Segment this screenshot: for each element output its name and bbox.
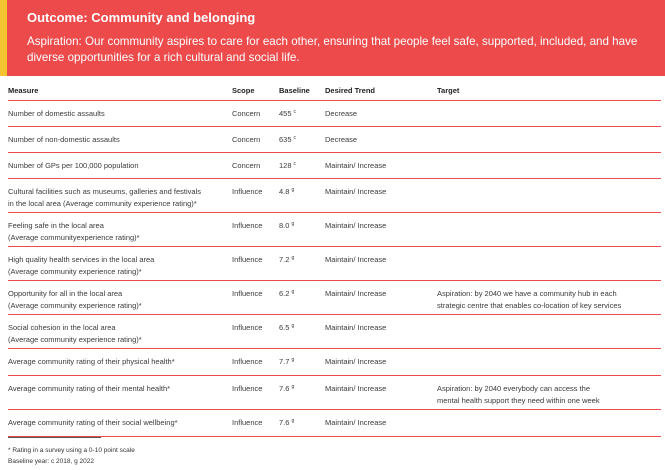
baseline-cell: 128 $^c$ xyxy=(279,153,325,179)
scope-cell: Influence xyxy=(232,179,279,213)
table-row xyxy=(8,281,661,315)
target-cell xyxy=(437,153,661,179)
scope-cell: Concern xyxy=(232,153,279,179)
measure-cell: Average community rating of their social wellbeing* xyxy=(8,410,232,437)
table-row xyxy=(8,179,661,213)
target-cell: Aspiration: by 2040 everybody can access the mental health support they need within one week xyxy=(437,376,661,410)
scope-cell: Influence xyxy=(232,281,279,315)
baseline-year-note: c xyxy=(293,160,297,167)
baseline-year-note: g xyxy=(291,288,295,295)
column-header-desired-trend: Desired Trend xyxy=(325,81,437,101)
trend-cell: Maintain/ Increase xyxy=(325,153,437,179)
trend-cell: Maintain/ Increase xyxy=(325,315,437,349)
trend-cell: Maintain/ Increase xyxy=(325,213,437,247)
scope-cell: Influence xyxy=(232,349,279,376)
table-row xyxy=(8,349,661,376)
measure-cell: Number of domestic assaults xyxy=(8,101,232,127)
table-header-row xyxy=(8,81,661,101)
baseline-year-note: g xyxy=(291,417,295,424)
target-cell xyxy=(437,349,661,376)
baseline-year-note: g xyxy=(291,254,295,261)
table-row xyxy=(8,376,661,410)
aspiration-text: Aspiration: Our community aspires to care for each other, ensuring that people feel safe, supported, included, and have diverse opportunities for a rich cultural and social life. xyxy=(27,35,638,64)
column-header-baseline: Baseline xyxy=(279,81,325,101)
measure-cell: Feeling safe in the local area (Average communityexperience rating)* xyxy=(8,213,232,247)
table-row xyxy=(8,127,661,153)
column-header-measure: Measure xyxy=(8,81,232,101)
scope-cell: Concern xyxy=(232,101,279,127)
trend-cell: Maintain/ Increase xyxy=(325,349,437,376)
baseline-cell: 7.2 $^g$ xyxy=(279,247,325,281)
table-row xyxy=(8,153,661,179)
table-row xyxy=(8,247,661,281)
baseline-cell: 6.2 $^g$ xyxy=(279,281,325,315)
trend-cell: Maintain/ Increase xyxy=(325,179,437,213)
scope-cell: Influence xyxy=(232,213,279,247)
target-cell xyxy=(437,410,661,437)
footnote-rating-scale: * Rating in a survey using a 0-10 point scale xyxy=(8,447,135,454)
scope-cell: Influence xyxy=(232,247,279,281)
baseline-year-note: c xyxy=(293,134,297,141)
baseline-year-note: g xyxy=(291,322,295,329)
accent-stripe xyxy=(0,0,7,76)
outcome-banner xyxy=(0,0,665,76)
baseline-cell: 7.7 $^g$ xyxy=(279,349,325,376)
footnote-divider xyxy=(8,437,101,438)
measure-cell: Average community rating of their mental health* xyxy=(8,376,232,410)
baseline-cell: 4.8 $^g$ xyxy=(279,179,325,213)
trend-cell: Maintain/ Increase xyxy=(325,247,437,281)
baseline-cell: 635 $^c$ xyxy=(279,127,325,153)
measure-cell: Number of GPs per 100,000 population xyxy=(8,153,232,179)
trend-cell: Decrease xyxy=(325,127,437,153)
measure-cell: Opportunity for all in the local area (Average community experience rating)* xyxy=(8,281,232,315)
target-cell: Aspiration: by 2040 we have a community hub in each strategic centre that enables co-location of key services xyxy=(437,281,661,315)
table-row xyxy=(8,315,661,349)
baseline-year-note: g xyxy=(291,383,295,390)
baseline-cell: 7.6 $^g$ xyxy=(279,410,325,437)
baseline-year-note: g xyxy=(291,220,295,227)
scope-cell: Influence xyxy=(232,315,279,349)
measure-cell: Number of non-domestic assaults xyxy=(8,127,232,153)
target-cell xyxy=(437,127,661,153)
measure-cell: Social cohesion in the local area (Average community experience rating)* xyxy=(8,315,232,349)
target-cell xyxy=(437,179,661,213)
baseline-year-note: c xyxy=(293,108,297,115)
footnote-baseline-year: Baseline year: c 2018, g 2022 xyxy=(8,458,95,465)
trend-cell: Maintain/ Increase xyxy=(325,376,437,410)
baseline-cell: 6.5 $^g$ xyxy=(279,315,325,349)
outcome-title: Outcome: Community and belonging xyxy=(27,10,256,25)
target-cell xyxy=(437,247,661,281)
target-cell xyxy=(437,213,661,247)
measures-table xyxy=(8,81,661,437)
column-header-scope: Scope xyxy=(232,81,279,101)
baseline-year-note: g xyxy=(291,356,295,363)
table-row xyxy=(8,410,661,437)
table-row xyxy=(8,213,661,247)
measure-cell: Cultural facilities such as museums, galleries and festivals in the local area (Average community experience rating)* xyxy=(8,179,232,213)
trend-cell: Maintain/ Increase xyxy=(325,281,437,315)
measure-cell: Average community rating of their physical health* xyxy=(8,349,232,376)
target-cell xyxy=(437,315,661,349)
scope-cell: Concern xyxy=(232,127,279,153)
baseline-year-note: g xyxy=(291,186,295,193)
scope-cell: Influence xyxy=(232,376,279,410)
column-header-target: Target xyxy=(437,81,661,101)
scope-cell: Influence xyxy=(232,410,279,437)
measure-cell: High quality health services in the local area (Average community experience rating)* xyxy=(8,247,232,281)
table-row xyxy=(8,101,661,127)
baseline-cell: 7.6 $^g$ xyxy=(279,376,325,410)
trend-cell: Decrease xyxy=(325,101,437,127)
baseline-cell: 8.0 $^g$ xyxy=(279,213,325,247)
baseline-cell: 455 $^c$ xyxy=(279,101,325,127)
trend-cell: Maintain/ Increase xyxy=(325,410,437,437)
target-cell xyxy=(437,101,661,127)
